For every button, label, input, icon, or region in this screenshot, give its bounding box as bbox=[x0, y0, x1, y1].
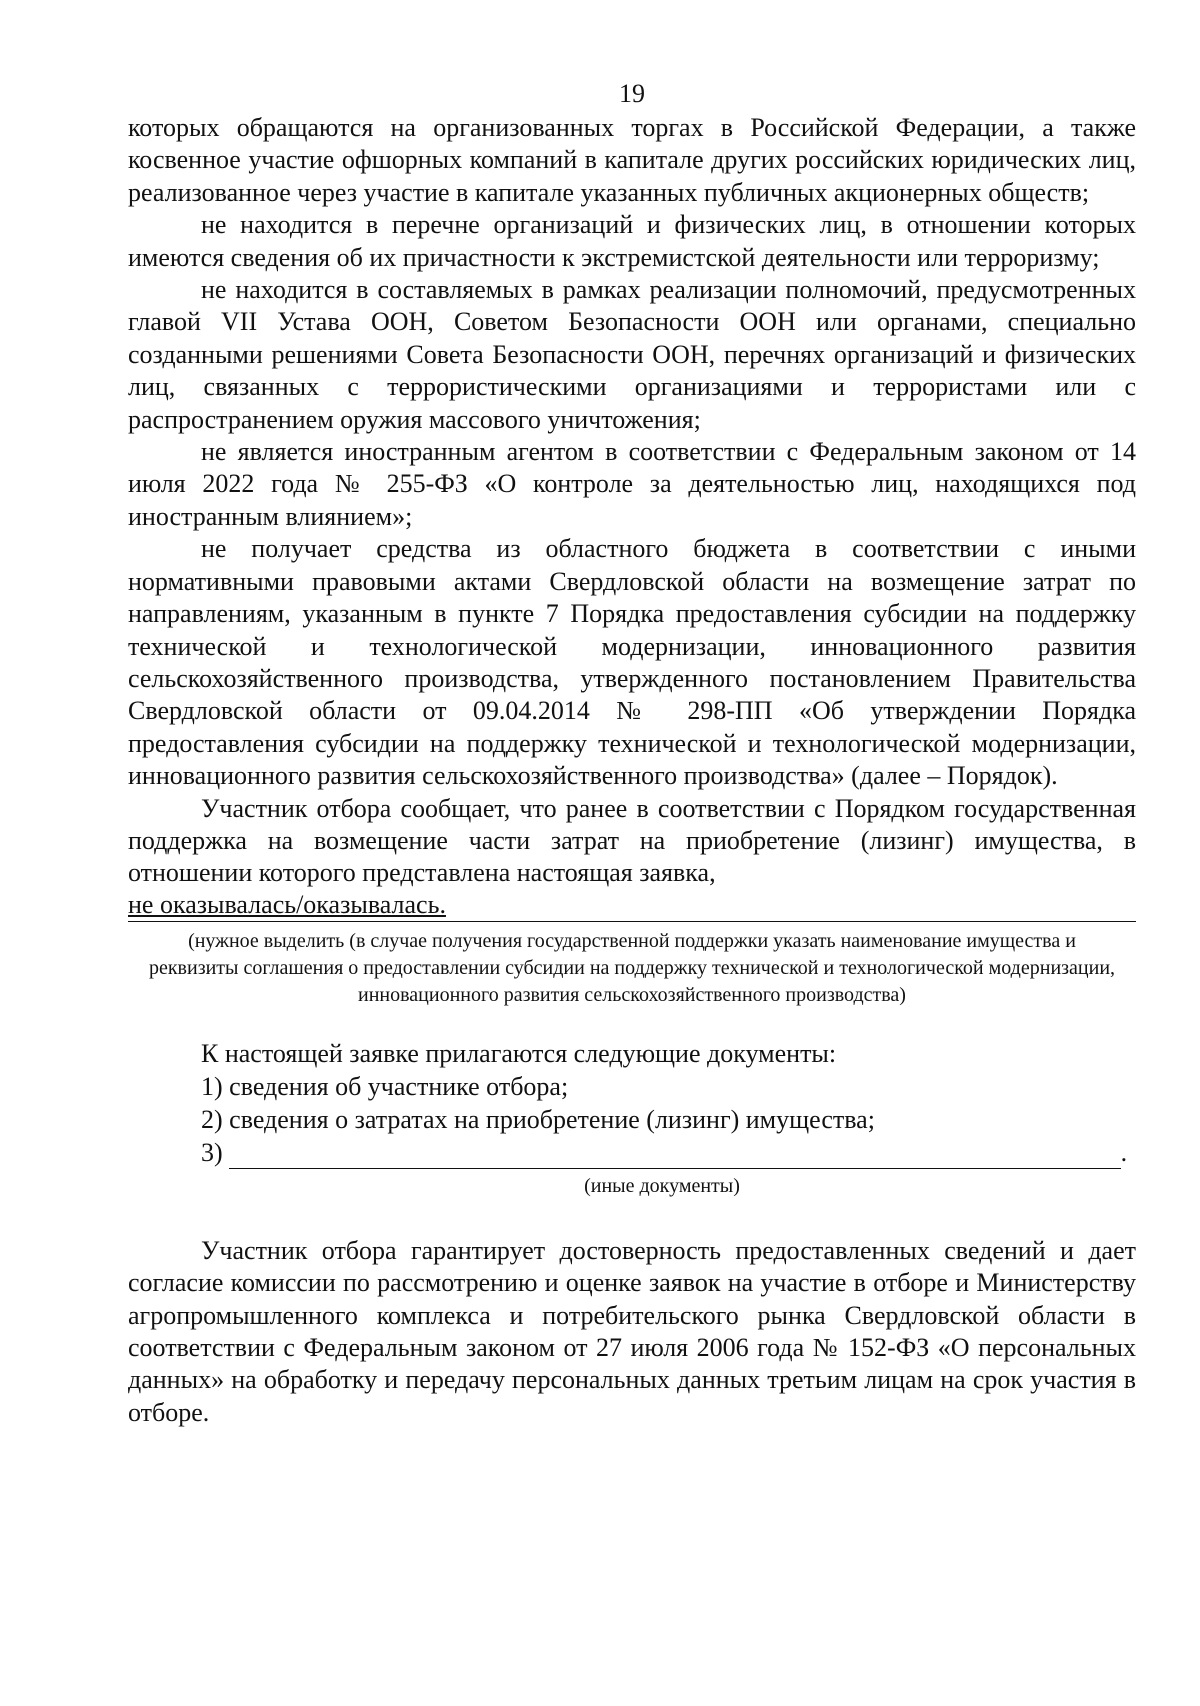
other-documents-blank-field[interactable] bbox=[229, 1142, 1121, 1169]
support-choice-line bbox=[128, 890, 1136, 922]
support-choice-note: (нужное выделить (в случае получения государственной поддержки указать наименование имущества и реквизиты соглашения о предоставлении субсидии на поддержку технической и технологической модернизации, инновационного развития сельскохозяйственного производства) bbox=[148, 929, 1116, 1006]
paragraph-offshore-participation: которых обращаются на организованных торгах в Российской Федерации, а также косвенное участие офшорных компаний в капитале других российских юридических лиц, реализованное через участие в капитале указанных публичных акционерных обществ; bbox=[128, 113, 1136, 207]
document-page bbox=[128, 78, 1136, 1429]
paragraph-previous-support: Участник отбора сообщает, что ранее в соответствии с Порядком государственная поддержка на возмещение части затрат на приобретение (лизинг) имущества, в отношении которого представлена настоящая заявка, bbox=[128, 793, 1136, 888]
paragraph-un-security-council-lists: не находится в составляемых в рамках реализации полномочий, предусмотренных главой VII Устава ООН, Советом Безопасности ООН или органами, специально созданными решениями Совета Безопасности ООН, перечнях организаций и физических лиц, связанных с террористическими организациями и террористами или с распространением оружия массового уничтожения; bbox=[128, 275, 1136, 434]
attachment-item-3-period: . bbox=[1120, 1137, 1128, 1167]
other-documents-caption: (иные документы) bbox=[584, 1174, 740, 1197]
attachments-heading: К настоящей заявке прилагаются следующие документы: bbox=[201, 1038, 837, 1068]
paragraph-regional-budget: не получает средства из областного бюджета в соответствии с иными нормативными правовыми актами Свердловской области на возмещение затрат по направлениям, указанным в пункте 7 Порядка предоставления субсидии на поддержку технической и технологической модернизации, инновационного развития сельскохозяйственного производства, утвержденного постановлением Правительства Свердловской области от 09.04.2014 № 298-ПП «Об утверждении Порядка предоставления субсидии на поддержку технической и технологической модернизации, инновационного развития сельскохозяйственного производства» (далее – Порядок). bbox=[128, 534, 1136, 791]
paragraph-extremism-list: не находится в перечне организаций и физических лиц, в отношении которых имеются сведения об их причастности к экстремистской деятельности или терроризму; bbox=[128, 210, 1136, 272]
attachment-item-3-number: 3) bbox=[201, 1137, 223, 1167]
attachment-item-3 bbox=[201, 1136, 1136, 1169]
attachment-item-2: 2) сведения о затратах на приобретение (лизинг) имущества; bbox=[201, 1104, 875, 1134]
paragraph-foreign-agent: не является иностранным агентом в соответствии с Федеральным законом от 14 июля 2022 года № 255-ФЗ «О контроле за деятельностью лиц, находящихся под иностранным влиянием»; bbox=[128, 437, 1136, 531]
support-choice-text: не оказывалась/оказывалась. bbox=[128, 889, 446, 919]
attachment-item-1: 1) сведения об участнике отбора; bbox=[201, 1071, 569, 1101]
paragraph-data-consent: Участник отбора гарантирует достоверность предоставленных сведений и дает согласие комиссии по рассмотрению и оценке заявок на участие в отборе и Министерству агропромышленного комплекса и потребительского рынка Свердловской области в соответствии с Федеральным законом от 27 июля 2006 года № 152-ФЗ «О персональных данных» на обработку и передачу персональных данных третьим лицам на срок участия в отборе. bbox=[128, 1235, 1136, 1427]
page-number: 19 bbox=[619, 79, 645, 108]
